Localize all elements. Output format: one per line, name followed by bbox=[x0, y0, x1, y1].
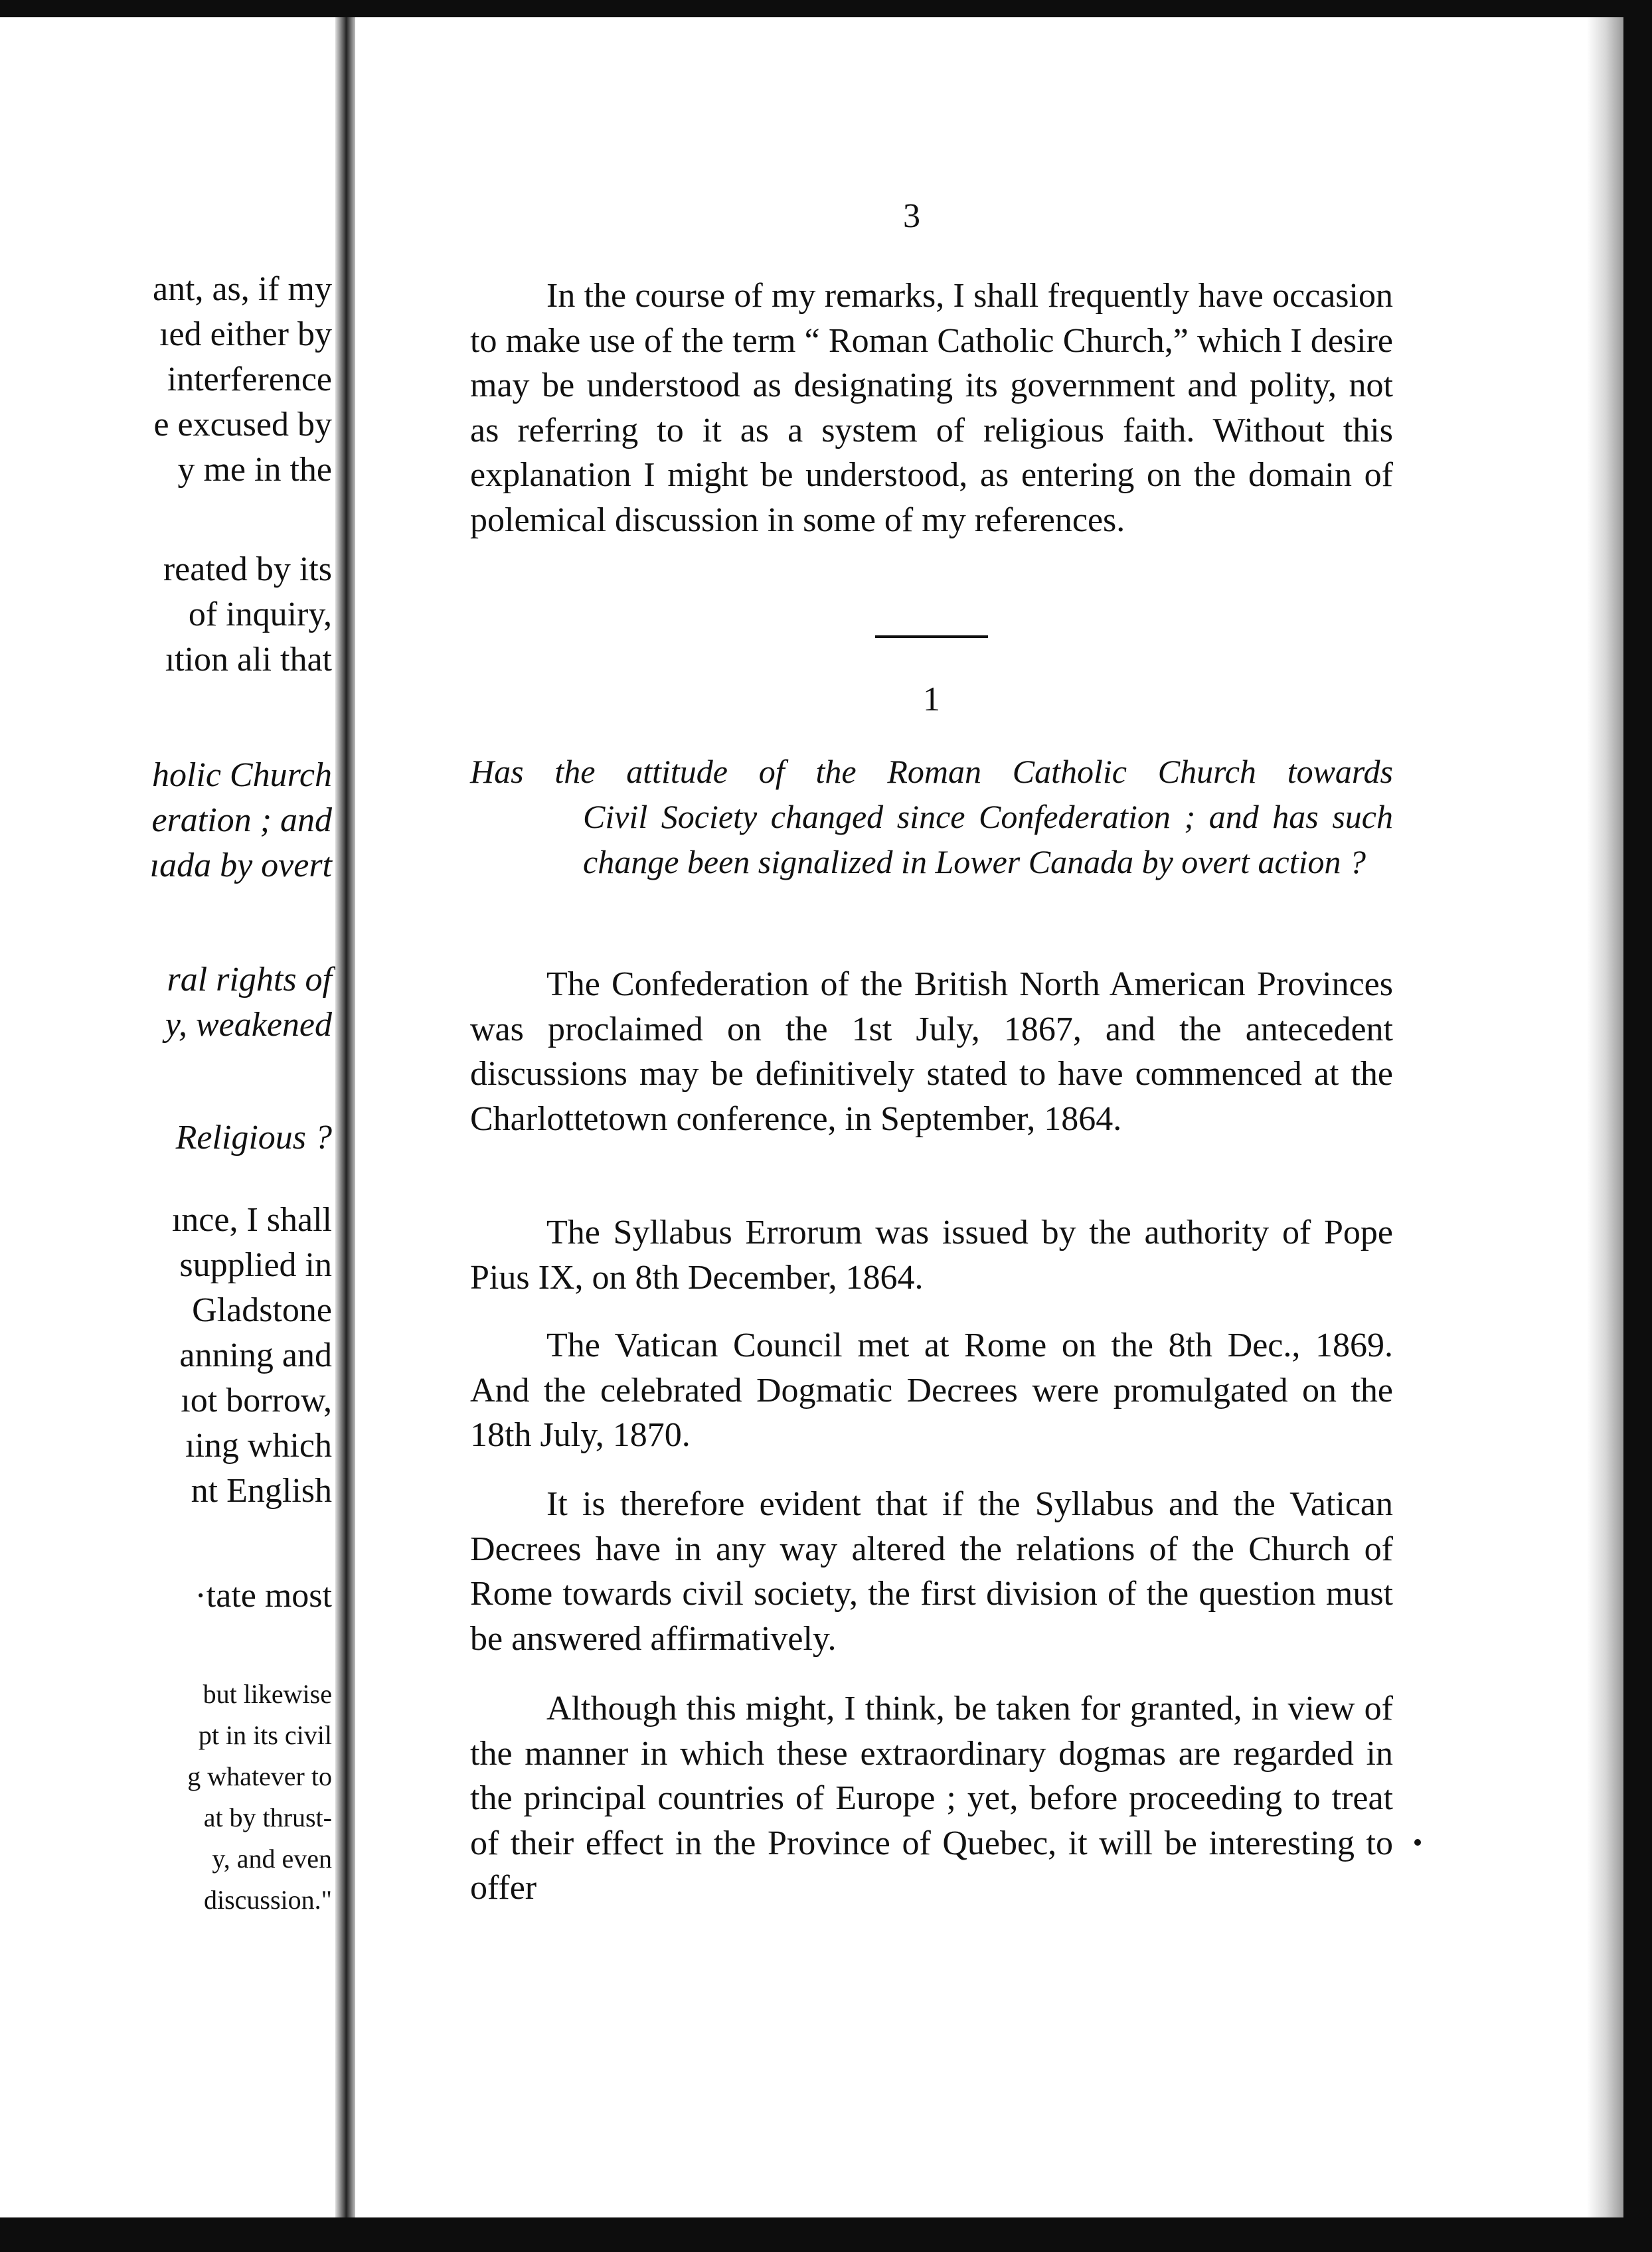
left-page-line: ınce, I shall bbox=[171, 1201, 332, 1239]
question-continuation: Civil Society changed since Confederation ; and has such change been signalized in Lower Canada by overt action ? bbox=[583, 798, 1393, 880]
left-page-line: ıing which bbox=[185, 1427, 332, 1465]
left-page-line: ıed either by bbox=[159, 315, 332, 353]
scan-right-edge bbox=[1623, 0, 1652, 2252]
left-page-line: discussion." bbox=[203, 1885, 332, 1915]
left-page-line: eration ; and bbox=[151, 801, 332, 839]
left-page-line: at by thrust- bbox=[203, 1803, 332, 1832]
section-question bbox=[470, 749, 1393, 884]
left-page-line: anning and bbox=[179, 1336, 332, 1374]
left-page bbox=[0, 17, 340, 2217]
page-edge-shadow bbox=[1587, 17, 1623, 2217]
left-page-line: y me in the bbox=[177, 451, 332, 489]
left-page-line: ant, as, if my bbox=[152, 270, 332, 308]
left-page-line: supplied in bbox=[179, 1246, 332, 1284]
left-page-line: ıot borrow, bbox=[181, 1382, 332, 1419]
body-paragraph-text: The Confederation of the British North American Provinces was proclaimed on the 1st July, 1867, and the antecedent discussions may be definitively stated to have commenced at the Charlottetown conference, in September, 1864. bbox=[470, 965, 1393, 1138]
body-paragraph-text: The Vatican Council met at Rome on the 8th Dec., 1869. And the celebrated Dogmatic Decrees were promulgated on the 18th July, 1870. bbox=[470, 1327, 1393, 1454]
left-page-line: Religious ? bbox=[175, 1119, 332, 1157]
scan-bottom-edge bbox=[0, 2217, 1652, 2252]
left-page-line: Gladstone bbox=[192, 1291, 332, 1329]
section-divider bbox=[875, 635, 988, 638]
left-page-line: of inquiry, bbox=[188, 596, 332, 633]
left-page-line: but likewise bbox=[203, 1679, 332, 1709]
left-page-line: holic Church bbox=[151, 756, 332, 794]
question-first-line: Has the attitude of the Roman Catholic Church towards bbox=[470, 753, 1393, 790]
body-paragraph bbox=[470, 962, 1393, 1141]
body-paragraph-text: The Syllabus Errorum was issued by the authority of Pope Pius IX, on 8th December, 1864. bbox=[470, 1214, 1393, 1297]
left-page-line: y, and even bbox=[212, 1844, 332, 1874]
body-paragraph bbox=[470, 1323, 1393, 1458]
left-page-line: ıada by overt bbox=[149, 846, 332, 884]
intro-paragraph bbox=[470, 274, 1393, 542]
body-paragraph-text: It is therefore evident that if the Syllabus and the Vatican Decrees have in any way altered the relations of the Church of Rome towards civil society, the first division of the question must be answered affirmatively. bbox=[470, 1485, 1393, 1658]
left-page-line: e excused by bbox=[153, 406, 332, 443]
ink-speck bbox=[1414, 1839, 1421, 1846]
body-paragraph bbox=[470, 1482, 1393, 1661]
book-gutter bbox=[335, 17, 355, 2217]
left-page-line: ·tate most bbox=[195, 1577, 332, 1615]
left-page-line: y, weakened bbox=[165, 1006, 332, 1044]
left-page-line: ral rights of bbox=[167, 961, 332, 999]
page-number: 3 bbox=[903, 197, 920, 235]
left-page-line: g whatever to bbox=[187, 1761, 332, 1791]
left-page-line: nt English bbox=[191, 1472, 332, 1510]
left-page-text bbox=[0, 17, 332, 2217]
section-number: 1 bbox=[923, 681, 940, 718]
left-page-line: reated by its bbox=[163, 550, 332, 588]
left-page-line: pt in its civil bbox=[198, 1720, 332, 1750]
body-paragraph bbox=[470, 1210, 1393, 1300]
body-paragraph bbox=[470, 1686, 1393, 1911]
intro-paragraph-text: In the course of my remarks, I shall frequently have occasion to make use of the term “ Roman Catholic Church,” which I desire may be understood as designating its government and polity, not as referring to it as a system of religious faith. Without this explanation I might be understood, as entering on the domain of polemical discussion in some of my references. bbox=[470, 277, 1393, 539]
body-paragraph-text: Although this might, I think, be taken for granted, in view of the manner in which these extraordinary dogmas are regarded in the principal countries of Europe ; yet, before proceeding to treat of their effect in the Province of Quebec, it will be interesting to offer bbox=[470, 1690, 1393, 1907]
left-page-line: ıtion ali that bbox=[165, 641, 332, 679]
scan-top-edge bbox=[0, 0, 1652, 17]
left-page-line: interference bbox=[167, 361, 332, 398]
